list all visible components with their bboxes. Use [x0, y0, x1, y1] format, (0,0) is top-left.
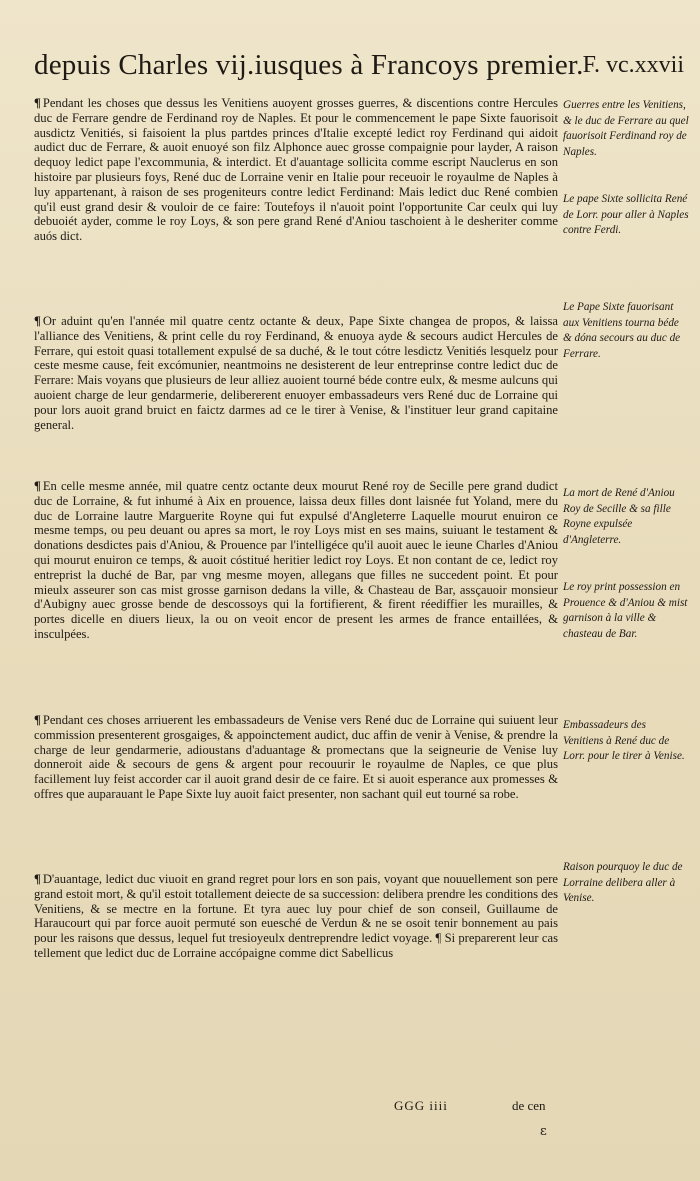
- pilcrow-icon: ¶: [34, 96, 41, 110]
- side-note-6: Embassadeurs des Venitiens à René duc de Lorr. pour le tirer à Venise.: [563, 719, 685, 762]
- paragraph-4: [34, 713, 558, 802]
- paragraph-3: [34, 479, 558, 642]
- paragraph-1: [34, 96, 558, 244]
- side-note-1: Guerres entre les Venitiens, & le duc de Ferrare au quel fauorisoit Ferdinand roy de Naples.: [563, 99, 689, 158]
- pilcrow-icon: ¶: [34, 872, 41, 886]
- paragraph-text: Pendant les choses que dessus les Venitiens auoyent grosses guerres, & discentions contre Hercules duc de Ferrare gendre de Ferdinand roy de Naples. Et pour le commencement le pape Sixte fauorisoit ausdictz Venitiés, si faisoient la plus partdes princes d'Italie excepté ledict roy Ferdinand qui aidoit audict duc de Ferrare, & auoit enuoyé son filz Alphonce auec grosse compaignie pour layder, A raison dequoy ledict pape l'excommunia, & interdict. Et d'auantage sollicita comme escript Nauclerus en son histoire par plusieurs foys, René duc de Lorraine venir en Italie pour receuoir le royaulme de Naples à luy appartenant, à raison de ses progeniteurs contre ledict Ferdinand: Mais ledict duc René combien qu'il eust grand desir & vouloir de ce faire: Toutefoys il n'auoit point l'opportunite Car ceulx qui luy debuoiét ayder, comme le roy Loys, & son pere grand René d'Aniou taschoient à le desheriter comme auós dict.: [34, 96, 558, 244]
- signature-mark: GGG iiii: [394, 1098, 448, 1113]
- side-note-2: Le pape Sixte sollicita René de Lorr. pour aller à Naples contre Ferdi.: [563, 193, 689, 236]
- paragraph-text: D'auantage, ledict duc viuoit en grand regret pour lors en son pais, voyant que nouuellement son pere grand estoit mort, & qu'il estoit totallement deiecte de sa succession: delibera prendre les conditions des Venitiens, & se mectre en la fortune. Et tyra auec luy pour chief de son conseil, Guillaume de Haraucourt qui par force auoit permuté son euesché de Verdun & ne se osoit tenir bonnement au pais pour les raisons que dessus, lequel fut tresioyeulx dentreprendre ledict voyage. ¶ Si preparerent leur cas tellement que ledict duc de Lorraine accópaigne comme dict Sabellicus: [34, 872, 558, 960]
- paragraph-text: En celle mesme année, mil quatre centz octante deux mourut René roy de Secille pere grand dudict duc de Lorraine, & fut inhumé à Aix en prouence, laissa deux filles dont laisnée fut Yoland, mere du duc de Lorraine lautre Marguerite Royne qui fut expulsé d'Angleterre Laquelle mourut enuiron ce mesme temps, ou peu deuant ou apres sa mort, le roy Loys mist en ses mains, suiuant le testament & donations desdictes pais d'Aniou, & Prouence par l'intelligéce qu'il auoit auec le ieune Charles d'Aniou qui mourut enuiron ce temps, & auoit cóstitué heritier ledict roy Loys. Et non contant de ce, ledict roy entreprist la duché de Bar, par vng mesme moyen, allegans que filles ne succedent point. Et pour mieulx asseurer son cas mist grosse garnison dedans la ville, & Chasteau de Bar, assçauoir monsieur d'Aubigny auec grosse bende de descossoys qui la fortifierent, & firent réediffier les murailles, & portes dicelle en diuers lieux, la ou on veoit encor de present les armes de france entaillées, & insculpées.: [34, 479, 558, 641]
- side-note-4: La mort de René d'Aniou Roy de Secille & sa fille Royne expulsée d'Angleterre.: [563, 487, 675, 546]
- page-header: [34, 48, 684, 88]
- side-note-7: Raison pourquoy le duc de Lorraine delibera aller à Venise.: [563, 861, 683, 904]
- pilcrow-icon: ¶: [34, 479, 41, 493]
- footer-mark: ɛ: [540, 1124, 547, 1139]
- paragraph-text: Pendant ces choses arriuerent les embassadeurs de Venise vers René duc de Lorraine qui suiuent leur commission presenterent grosgaiges, & appoinctement audict, duc affin de venir à Venise, & prendre la charge de leur gendarmerie, adioustans d'aduantage & promectans que la seigneurie de Venise luy donneroit aide & secours de gens & argent pour recouurir le royaulme de Naples, ce que plus facillement luy feist accorder car il auoit grand desir de ce faire. Et si auoit esperance aux promesses & offres que auparauant le Pape Sixte luy auoit faict presenter, non sachant quil eut tourné sa robe.: [34, 713, 558, 801]
- catchword: de cen: [512, 1098, 546, 1113]
- side-note-5: Le roy print possession en Prouence & d'Aniou & mist garnison à la ville & chasteau de Bar.: [563, 581, 688, 640]
- paragraph-2: [34, 314, 558, 432]
- folio-number: F. vc.xxvii: [582, 52, 684, 78]
- running-head: depuis Charles vij.iusques à Francoys premier.: [34, 49, 584, 81]
- paragraph-5: [34, 872, 558, 961]
- side-note-3: Le Pape Sixte fauorisant aux Venitiens tourna béde & dóna secours au duc de Ferrare.: [563, 301, 681, 360]
- paragraph-text: Or aduint qu'en l'année mil quatre centz octante & deux, Pape Sixte changea de propos, & laissa l'alliance des Venitiens, & print celle du roy Ferdinand, & enuoya ayde & secours audict Hercules de Ferrare, qui estoit quasi totallement expulsé de sa duché, & le tout cótre lesdictz Venitiés lesquelz pour ceste mesme cause, feit excómunier, neantmoins ne desisterent de leur entreprinse contre ledict duc de Ferrare: Mais voyans que plusieurs de leur alliez auoient tourné béde contre eulx, & mesme aulcuns qui auoient charge de leur gendarmerie, delibererent enuoyer embassadeurs vers René duc de Lorraine qui pour lors auoit grand bruict en faictz darmes ad ce le tirer à Venise, & l'instituer leur grand capitaine general.: [34, 314, 558, 432]
- pilcrow-icon: ¶: [34, 314, 41, 328]
- pilcrow-icon: ¶: [34, 713, 41, 727]
